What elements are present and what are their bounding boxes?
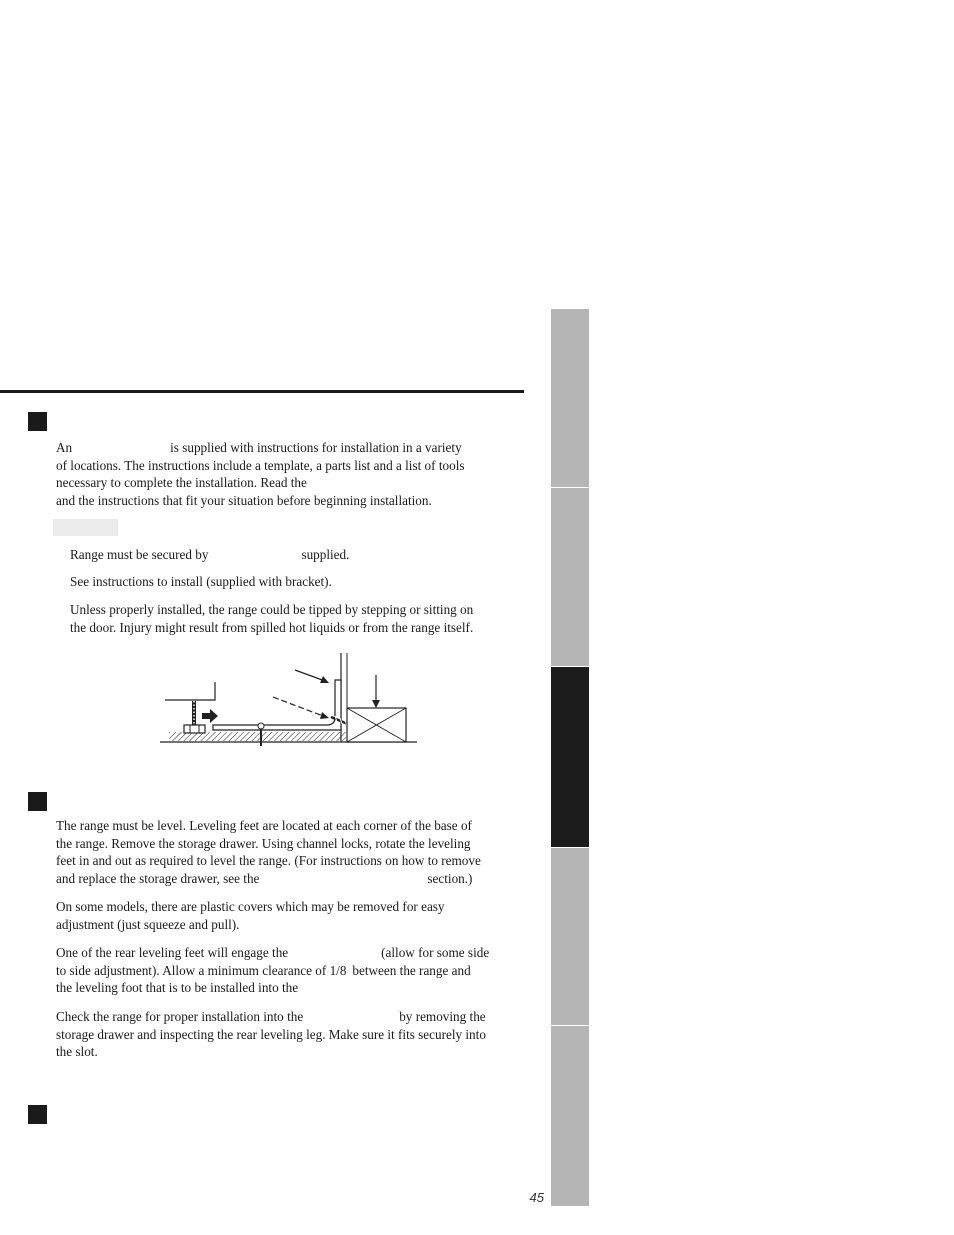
leveling-paragraph-4 bbox=[56, 1008, 526, 1061]
text-line: supplied. bbox=[301, 547, 350, 562]
warning-label-box bbox=[53, 519, 118, 536]
text-line: to side adjustment). Allow a minimum clearance of 1/8 bbox=[56, 962, 347, 978]
text-line: storage drawer and inspecting the rear leveling leg. Make sure it fits securely into bbox=[56, 1026, 486, 1042]
text-line: Range must be secured by bbox=[70, 547, 209, 562]
text-line: by removing the bbox=[399, 1009, 486, 1024]
pointer-arrow-bracket bbox=[295, 670, 325, 681]
text-line: section.) bbox=[427, 870, 473, 886]
text-line: An bbox=[56, 440, 73, 455]
text-line: One of the rear leveling feet will engage the bbox=[56, 945, 289, 960]
text-line: the door. Injury might result from spilled hot liquids or from the range itself. bbox=[70, 620, 474, 635]
text-line: between the range and bbox=[352, 962, 471, 978]
step-marker-leveling bbox=[28, 792, 47, 811]
text-line: Unless properly installed, the range could be tipped by stepping or sitting on bbox=[70, 602, 474, 617]
range-outline bbox=[165, 682, 215, 700]
leveling-paragraph-1 bbox=[56, 817, 526, 887]
side-tab-1[interactable] bbox=[551, 309, 589, 487]
text-line: feet in and out as required to level the range. (For instructions on how to remove bbox=[56, 853, 481, 868]
text-line: On some models, there are plastic covers which may be removed for easy bbox=[56, 899, 445, 914]
side-tab-5[interactable] bbox=[551, 1026, 589, 1206]
step-marker-next bbox=[28, 1105, 47, 1124]
leveling-foot bbox=[184, 725, 205, 733]
warning-line-instructions: See instructions to install (supplied with bracket). bbox=[70, 574, 332, 589]
section-divider-rule bbox=[0, 390, 524, 393]
leveling-paragraph-2 bbox=[56, 898, 526, 933]
text-line: and replace the storage drawer, see the bbox=[56, 870, 260, 886]
text-line: (allow for some side bbox=[381, 945, 490, 960]
text-line: The range must be level. Leveling feet are located at each corner of the base of bbox=[56, 818, 472, 833]
text-line: the leveling foot that is to be installed into the bbox=[56, 980, 299, 995]
page-number: 45 bbox=[529, 1190, 544, 1205]
side-tab-2[interactable] bbox=[551, 488, 589, 666]
text-line: and the instructions that fit your situation before beginning installation. bbox=[56, 492, 432, 508]
text-line: necessary to complete the installation. Read the bbox=[56, 475, 307, 490]
pointer-arrow-screw bbox=[273, 697, 323, 716]
warning-line-tip-hazard bbox=[70, 601, 530, 637]
side-tab-4[interactable] bbox=[551, 848, 589, 1025]
side-tab-3-active[interactable] bbox=[551, 667, 589, 847]
text-line: the range. Remove the storage drawer. Using channel locks, rotate the leveling bbox=[56, 835, 471, 851]
text-line: the slot. bbox=[56, 1044, 98, 1059]
text-line: of locations. The instructions include a template, a parts list and a list of tools bbox=[56, 457, 465, 473]
step-marker-anti-tip bbox=[28, 412, 47, 431]
text-line: is supplied with instructions for installation in a variety bbox=[170, 440, 462, 455]
text-line: adjustment (just squeeze and pull). bbox=[56, 916, 240, 932]
slide-in-arrow-icon bbox=[202, 709, 218, 723]
anti-tip-bracket bbox=[213, 680, 341, 730]
text-line: Check the range for proper installation into the bbox=[56, 1009, 304, 1024]
anti-tip-bracket-diagram bbox=[155, 645, 425, 750]
warning-line-secure bbox=[70, 546, 530, 564]
leveling-paragraph-3 bbox=[56, 944, 526, 997]
anti-tip-intro-paragraph bbox=[56, 439, 526, 509]
